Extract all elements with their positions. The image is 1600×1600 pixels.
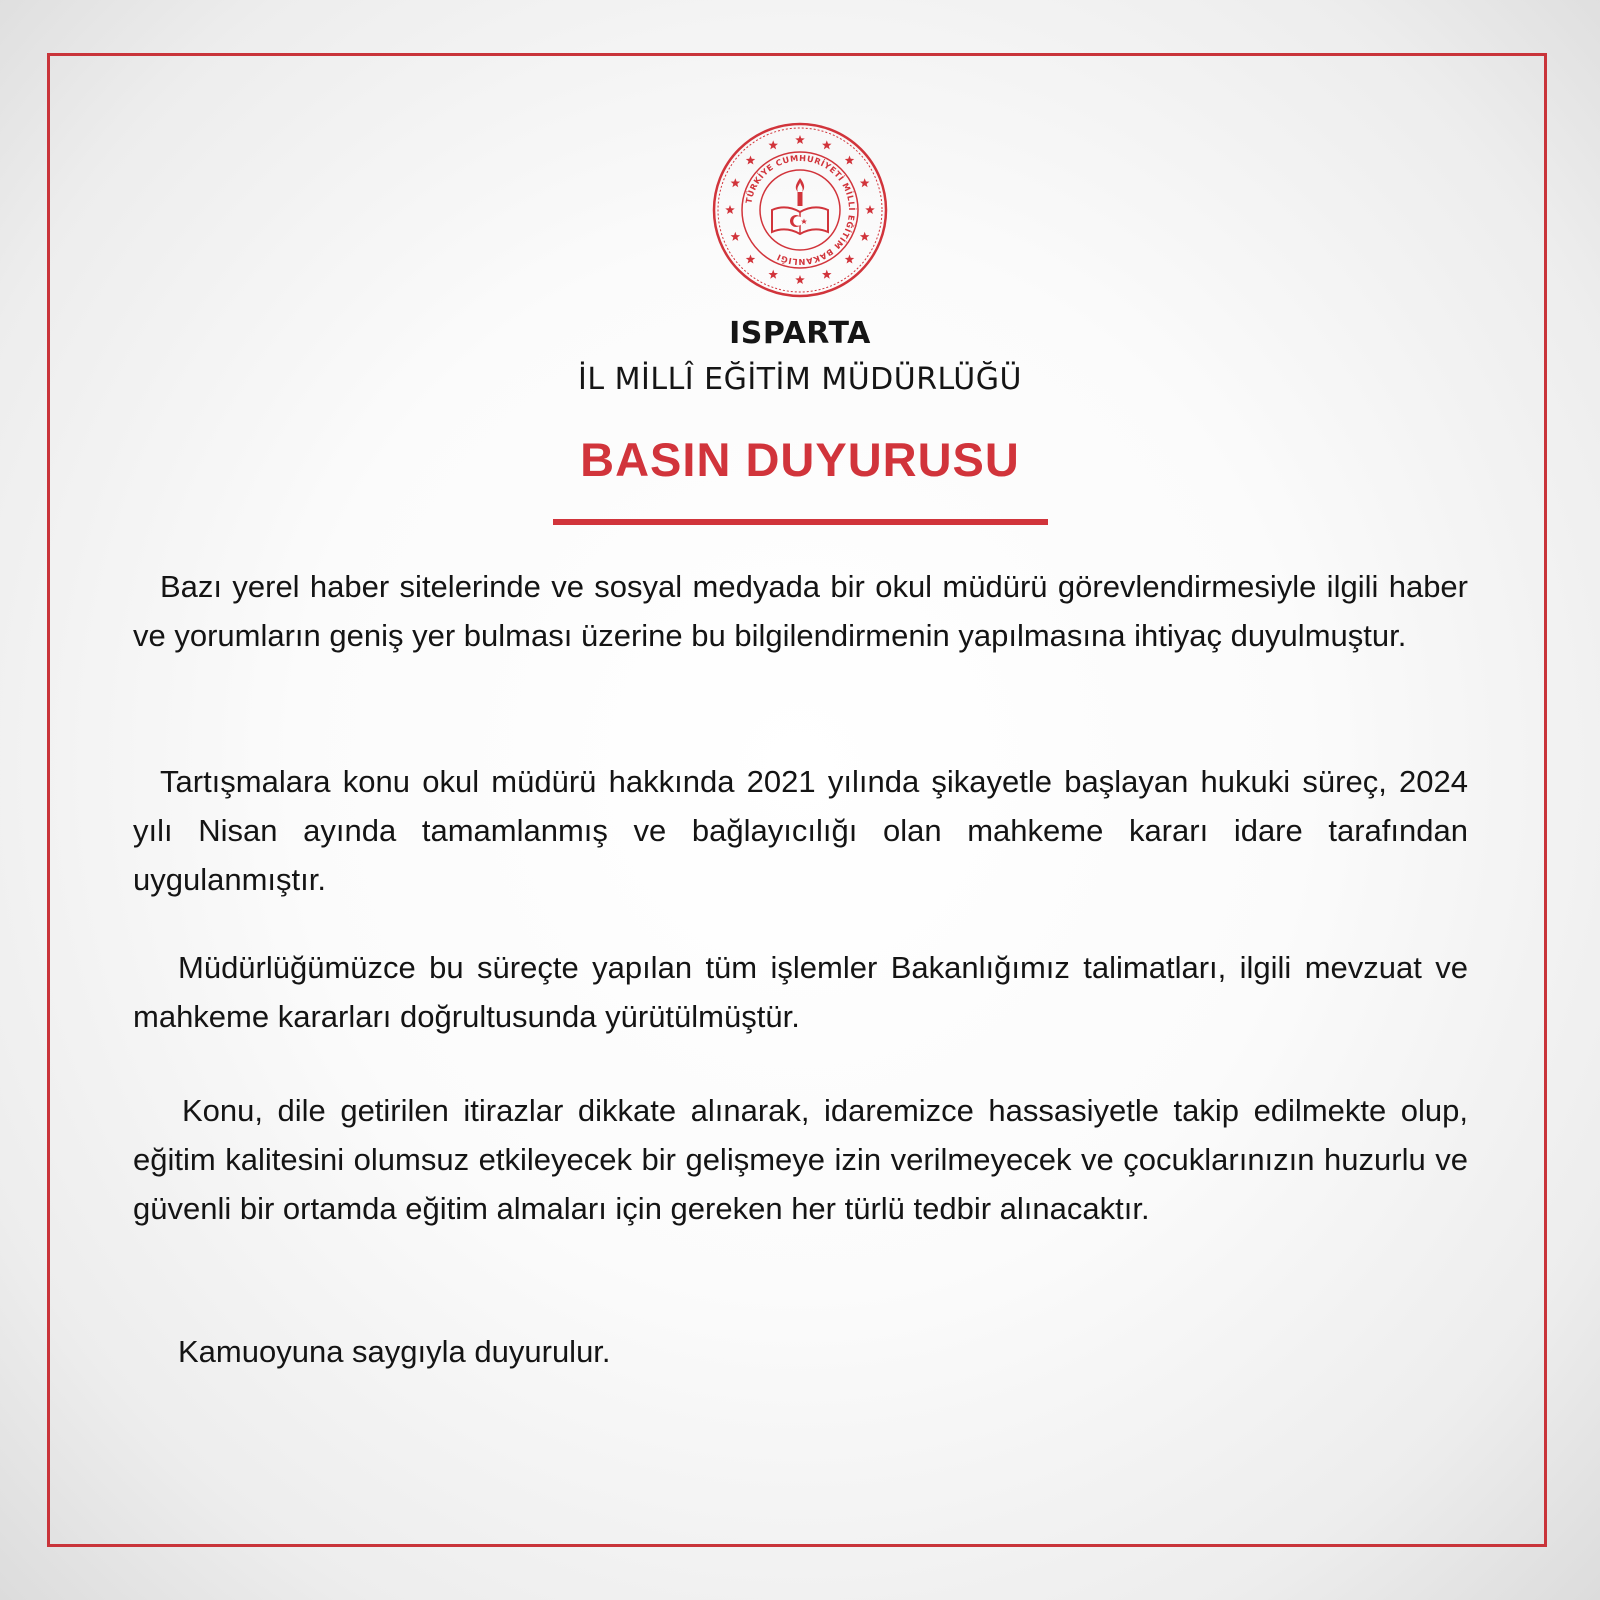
seal-star-icon — [725, 205, 735, 214]
directorate-title: İL MİLLÎ EĞİTİM MÜDÜRLÜĞÜ — [578, 362, 1022, 397]
ministry-seal-icon — [710, 120, 890, 300]
seal-star-icon — [860, 178, 870, 187]
seal-star-icon — [845, 255, 855, 264]
seal-star-icon — [822, 140, 832, 149]
body-paragraph-1: Bazı yerel haber sitelerinde ve sosyal medyada bir okul müdürü görevlendirmesiyle ilgili haber ve yorumların geniş yer bulması üzerine bu bilgilendirmenin yapılmasına ihtiyaç duyulmuştur. — [133, 569, 1468, 653]
seal-star-icon — [795, 275, 805, 284]
seal-star-icon — [746, 255, 756, 264]
seal-star-icon — [746, 156, 756, 165]
seal-star-icon — [865, 205, 875, 214]
body-paragraph-2: Tartışmalara konu okul müdürü hakkında 2021 yılında şikayetle başlayan hukuki süreç, 2024 yılı Nisan ayında tamamlanmış ve bağlayıcılığı olan mahkeme kararı idare tarafından uygulanmıştır. — [133, 764, 1468, 897]
seal-star-icon — [768, 270, 778, 279]
seal-star-icon — [731, 232, 741, 241]
body-paragraph-4: Konu, dile getirilen itirazlar dikkate alınarak, idaremizce hassasiyetle takip edilmekte olup, eğitim kalitesini olumsuz etkileyecek bir gelişmeye izin verilmeyecek ve çocuklarınızın huzurlu ve güvenli bir ortamda eğitim almaları için gereken her türlü tedbir alınacaktır. — [133, 1093, 1468, 1226]
seal-star-icon — [731, 178, 741, 187]
press-release-headline: BASIN DUYURUSU — [580, 433, 1020, 486]
closing-line: Kamuoyuna saygıyla duyurulur. — [178, 1334, 611, 1369]
headline-divider — [553, 519, 1048, 525]
svg-text:TÜRKİYE CUMHURİYETİ MİLLİ EĞİT: TÜRKİYE CUMHURİYETİ MİLLİ EĞİTİM BAKANLIĞI — [743, 152, 858, 268]
seal-star-icon — [845, 156, 855, 165]
seal-star-icon — [768, 140, 778, 149]
seal-star-icon — [860, 232, 870, 241]
seal-star-icon — [795, 135, 805, 144]
seal-star-icon — [822, 270, 832, 279]
body-paragraph-3: Müdürlüğümüzce bu süreçte yapılan tüm işlemler Bakanlığımız talimatları, ilgili mevzuat ve mahkeme kararları doğrultusunda yürütülmüştür. — [133, 950, 1468, 1034]
city-name: ISPARTA — [729, 316, 871, 351]
